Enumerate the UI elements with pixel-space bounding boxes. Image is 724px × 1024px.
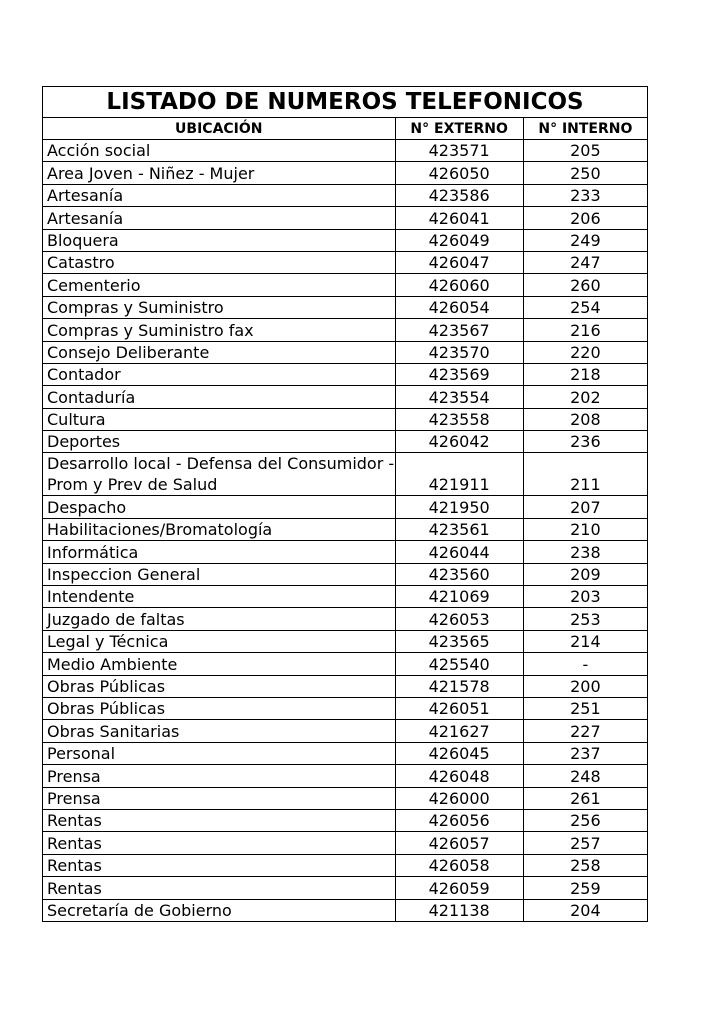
location-cell: Habilitaciones/Bromatología [43,518,396,540]
internal-number-cell: 210 [523,518,647,540]
internal-number-cell: 233 [523,184,647,206]
table-row [43,832,648,854]
internal-number-cell: 247 [523,251,647,273]
location-cell: Obras Sanitarias [43,720,396,742]
table-row [43,207,648,229]
external-number-cell: 426053 [395,608,523,630]
title-row [43,87,648,118]
table-row [43,630,648,652]
table-row [43,518,648,540]
table-row [43,675,648,697]
internal-number-cell: 254 [523,296,647,318]
internal-number-cell: 214 [523,630,647,652]
external-number-cell: 425540 [395,653,523,675]
internal-number-cell: 204 [523,899,647,921]
external-number-cell: 426045 [395,742,523,764]
external-number-cell: 426050 [395,162,523,184]
location-cell: Desarrollo local - Defensa del Consumidor - Prom y Prev de Salud [43,453,396,496]
external-number-cell: 426044 [395,541,523,563]
table-row [43,251,648,273]
phone-directory-table [42,86,648,922]
external-number-cell: 426048 [395,765,523,787]
table-row [43,408,648,430]
location-cell: Cementerio [43,274,396,296]
location-cell: Juzgado de faltas [43,608,396,630]
external-number-cell: 426058 [395,854,523,876]
table-row [43,765,648,787]
location-cell: Acción social [43,140,396,162]
table-row [43,140,648,162]
location-cell: Prensa [43,765,396,787]
table-row [43,453,648,496]
external-number-cell: 426054 [395,296,523,318]
internal-number-cell: 238 [523,541,647,563]
table-row [43,787,648,809]
external-number-cell: 426042 [395,431,523,453]
location-cell: Consejo Deliberante [43,341,396,363]
external-number-cell: 423567 [395,319,523,341]
table-row [43,608,648,630]
table-row [43,563,648,585]
table-row [43,431,648,453]
external-number-cell: 423570 [395,341,523,363]
table-row [43,496,648,518]
location-cell: Catastro [43,251,396,273]
external-number-cell: 426000 [395,787,523,809]
internal-number-cell: 237 [523,742,647,764]
internal-number-cell: 200 [523,675,647,697]
internal-number-cell: 258 [523,854,647,876]
column-header-external: N° EXTERNO [395,118,523,140]
location-cell: Prensa [43,787,396,809]
table-row [43,229,648,251]
internal-number-cell: 257 [523,832,647,854]
location-cell: Compras y Suministro fax [43,319,396,341]
location-cell: Inspeccion General [43,563,396,585]
column-header-internal: N° INTERNO [523,118,647,140]
location-cell: Rentas [43,877,396,899]
location-cell: Compras y Suministro [43,296,396,318]
table-row [43,341,648,363]
internal-number-cell: 218 [523,363,647,385]
external-number-cell: 423554 [395,386,523,408]
table-body [43,140,648,922]
internal-number-cell: 208 [523,408,647,430]
location-cell: Contaduría [43,386,396,408]
location-cell: Informática [43,541,396,563]
table-row [43,296,648,318]
external-number-cell: 423561 [395,518,523,540]
external-number-cell: 421950 [395,496,523,518]
document-title: LISTADO DE NUMEROS TELEFONICOS [43,87,648,118]
header-row [43,118,648,140]
location-cell: Cultura [43,408,396,430]
internal-number-cell: 205 [523,140,647,162]
location-cell: Rentas [43,854,396,876]
external-number-cell: 423571 [395,140,523,162]
location-cell: Legal y Técnica [43,630,396,652]
external-number-cell: 421627 [395,720,523,742]
table-row [43,184,648,206]
table-row [43,653,648,675]
external-number-cell: 423569 [395,363,523,385]
location-cell: Personal [43,742,396,764]
location-cell: Artesanía [43,207,396,229]
external-number-cell: 423560 [395,563,523,585]
external-number-cell: 426049 [395,229,523,251]
internal-number-cell: 209 [523,563,647,585]
table-row [43,720,648,742]
internal-number-cell: 248 [523,765,647,787]
external-number-cell: 423565 [395,630,523,652]
internal-number-cell: 261 [523,787,647,809]
internal-number-cell: 227 [523,720,647,742]
table-row [43,877,648,899]
external-number-cell: 421138 [395,899,523,921]
location-cell: Contador [43,363,396,385]
table-row [43,363,648,385]
external-number-cell: 426041 [395,207,523,229]
internal-number-cell: 253 [523,608,647,630]
table-row [43,697,648,719]
internal-number-cell: 203 [523,586,647,608]
location-cell: Obras Públicas [43,697,396,719]
table-row [43,319,648,341]
location-cell: Obras Públicas [43,675,396,697]
table-row [43,541,648,563]
external-number-cell: 426056 [395,809,523,831]
location-cell: Bloquera [43,229,396,251]
internal-number-cell: 256 [523,809,647,831]
external-number-cell: 426057 [395,832,523,854]
internal-number-cell: 251 [523,697,647,719]
location-cell: Area Joven - Niñez - Mujer [43,162,396,184]
external-number-cell: 423586 [395,184,523,206]
internal-number-cell: 249 [523,229,647,251]
external-number-cell: 421069 [395,586,523,608]
location-cell: Deportes [43,431,396,453]
location-cell: Rentas [43,809,396,831]
table-row [43,742,648,764]
location-cell: Intendente [43,586,396,608]
location-cell: Artesanía [43,184,396,206]
external-number-cell: 421578 [395,675,523,697]
table-row [43,586,648,608]
external-number-cell: 426047 [395,251,523,273]
table-row [43,854,648,876]
internal-number-cell: 236 [523,431,647,453]
table-row [43,809,648,831]
internal-number-cell: 207 [523,496,647,518]
table-row [43,386,648,408]
external-number-cell: 426059 [395,877,523,899]
internal-number-cell: 216 [523,319,647,341]
external-number-cell: 421911 [395,453,523,496]
column-header-location: UBICACIÓN [43,118,396,140]
table-row [43,274,648,296]
internal-number-cell: 259 [523,877,647,899]
external-number-cell: 426051 [395,697,523,719]
table-row [43,162,648,184]
external-number-cell: 423558 [395,408,523,430]
location-cell: Rentas [43,832,396,854]
internal-number-cell: 250 [523,162,647,184]
internal-number-cell: 206 [523,207,647,229]
internal-number-cell: 202 [523,386,647,408]
location-cell: Despacho [43,496,396,518]
internal-number-cell: 260 [523,274,647,296]
table-row [43,899,648,921]
internal-number-cell: 220 [523,341,647,363]
internal-number-cell: 211 [523,453,647,496]
location-cell: Secretaría de Gobierno [43,899,396,921]
location-cell: Medio Ambiente [43,653,396,675]
external-number-cell: 426060 [395,274,523,296]
internal-number-cell: - [523,653,647,675]
